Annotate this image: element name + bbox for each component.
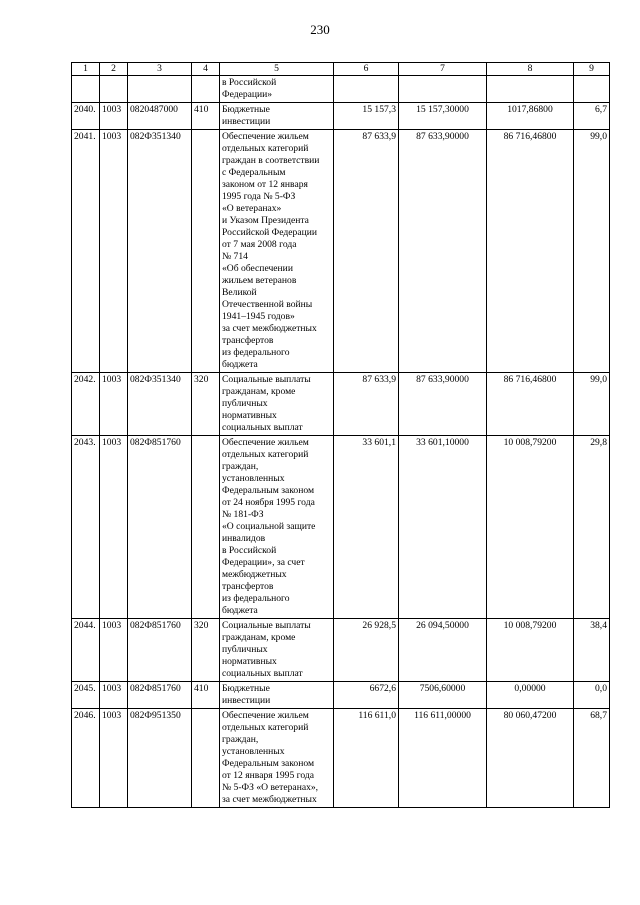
- target-code: 082Ф851760: [128, 682, 192, 709]
- header-cell: 1: [72, 63, 100, 76]
- target-code: 082Ф851760: [128, 619, 192, 682]
- plan-value: [334, 76, 399, 103]
- header-cell: 4: [192, 63, 220, 76]
- page-number: 230: [310, 22, 330, 37]
- row-number: [72, 76, 100, 103]
- header-cell: 8: [487, 63, 574, 76]
- spec-value: 116 611,00000: [399, 709, 487, 808]
- plan-value: 87 633,9: [334, 130, 399, 373]
- percent-value: 38,4: [574, 619, 610, 682]
- plan-value: 26 928,5: [334, 619, 399, 682]
- target-code: 082Ф351340: [128, 373, 192, 436]
- header-cell: 3: [128, 63, 192, 76]
- exec-value: 86 716,46800: [487, 130, 574, 373]
- exec-value: 10 008,79200: [487, 436, 574, 619]
- row-number: 2040.: [72, 103, 100, 130]
- target-code: 082Ф851760: [128, 436, 192, 619]
- exec-value: [487, 76, 574, 103]
- row-number: 2041.: [72, 130, 100, 373]
- target-code: [128, 76, 192, 103]
- description: Бюджетные инвестиции: [220, 103, 334, 130]
- expense-type: [192, 130, 220, 373]
- spec-value: 7506,60000: [399, 682, 487, 709]
- description: Обеспечение жильем отдельных категорий граждан в соответствии с Федеральным законом от 12 января 1995 года № 5-ФЗ «О ветеранах» и Указом Президента Российской Федерации от 7 мая 2008 года № 714 «Об обеспечении жильем ветеранов Великой Отечественной войны 1941–1945 годов» за счет межбюджетных трансфертов из федерального бюджета: [220, 130, 334, 373]
- section-code: 1003: [100, 373, 128, 436]
- section-code: 1003: [100, 619, 128, 682]
- row-number: 2045.: [72, 682, 100, 709]
- header-cell: 5: [220, 63, 334, 76]
- section-code: 1003: [100, 709, 128, 808]
- header-row: [72, 63, 610, 76]
- section-code: 1003: [100, 436, 128, 619]
- spec-value: 26 094,50000: [399, 619, 487, 682]
- expense-type: 410: [192, 682, 220, 709]
- plan-value: 6672,6: [334, 682, 399, 709]
- percent-value: [574, 76, 610, 103]
- plan-value: 15 157,3: [334, 103, 399, 130]
- target-code: 082Ф351340: [128, 130, 192, 373]
- percent-value: 99,0: [574, 130, 610, 373]
- table-row: [72, 76, 610, 103]
- spec-value: 87 633,90000: [399, 130, 487, 373]
- plan-value: 87 633,9: [334, 373, 399, 436]
- description: Обеспечение жильем отдельных категорий граждан, установленных Федеральным законом от 24 ноября 1995 года № 181-ФЗ «О социальной защите инвалидов в Российской Федерации», за счет межбюджетных трансфертов из федерального бюджета: [220, 436, 334, 619]
- section-code: 1003: [100, 130, 128, 373]
- description: Обеспечение жильем отдельных категорий граждан, установленных Федеральным законом от 12 января 1995 года № 5-ФЗ «О ветеранах», за счет межбюджетных: [220, 709, 334, 808]
- percent-value: 29,8: [574, 436, 610, 619]
- row-number: 2043.: [72, 436, 100, 619]
- header-cell: 2: [100, 63, 128, 76]
- section-code: [100, 76, 128, 103]
- spec-value: 33 601,10000: [399, 436, 487, 619]
- table-row: [72, 103, 610, 130]
- exec-value: 1017,86800: [487, 103, 574, 130]
- expense-type: [192, 76, 220, 103]
- section-code: 1003: [100, 103, 128, 130]
- header-cell: 9: [574, 63, 610, 76]
- description: Социальные выплаты гражданам, кроме публичных нормативных социальных выплат: [220, 373, 334, 436]
- spec-value: [399, 76, 487, 103]
- expense-type: [192, 709, 220, 808]
- table-row: [72, 682, 610, 709]
- spec-value: 15 157,30000: [399, 103, 487, 130]
- target-code: 082Ф951350: [128, 709, 192, 808]
- expense-type: [192, 436, 220, 619]
- exec-value: 80 060,47200: [487, 709, 574, 808]
- table-row: [72, 373, 610, 436]
- row-number: 2042.: [72, 373, 100, 436]
- target-code: 0820487000: [128, 103, 192, 130]
- table-row: [72, 130, 610, 373]
- percent-value: 99,0: [574, 373, 610, 436]
- budget-table: [71, 62, 610, 808]
- header-cell: 7: [399, 63, 487, 76]
- expense-type: 410: [192, 103, 220, 130]
- expense-type: 320: [192, 619, 220, 682]
- table-row: [72, 436, 610, 619]
- spec-value: 87 633,90000: [399, 373, 487, 436]
- percent-value: 0,0: [574, 682, 610, 709]
- header-cell: 6: [334, 63, 399, 76]
- plan-value: 116 611,0: [334, 709, 399, 808]
- description: Бюджетные инвестиции: [220, 682, 334, 709]
- percent-value: 68,7: [574, 709, 610, 808]
- table-row: [72, 709, 610, 808]
- percent-value: 6,7: [574, 103, 610, 130]
- description: Социальные выплаты гражданам, кроме публичных нормативных социальных выплат: [220, 619, 334, 682]
- exec-value: 86 716,46800: [487, 373, 574, 436]
- plan-value: 33 601,1: [334, 436, 399, 619]
- table-row: [72, 619, 610, 682]
- row-number: 2044.: [72, 619, 100, 682]
- description: в Российской Федерации»: [220, 76, 334, 103]
- exec-value: 10 008,79200: [487, 619, 574, 682]
- expense-type: 320: [192, 373, 220, 436]
- exec-value: 0,00000: [487, 682, 574, 709]
- row-number: 2046.: [72, 709, 100, 808]
- section-code: 1003: [100, 682, 128, 709]
